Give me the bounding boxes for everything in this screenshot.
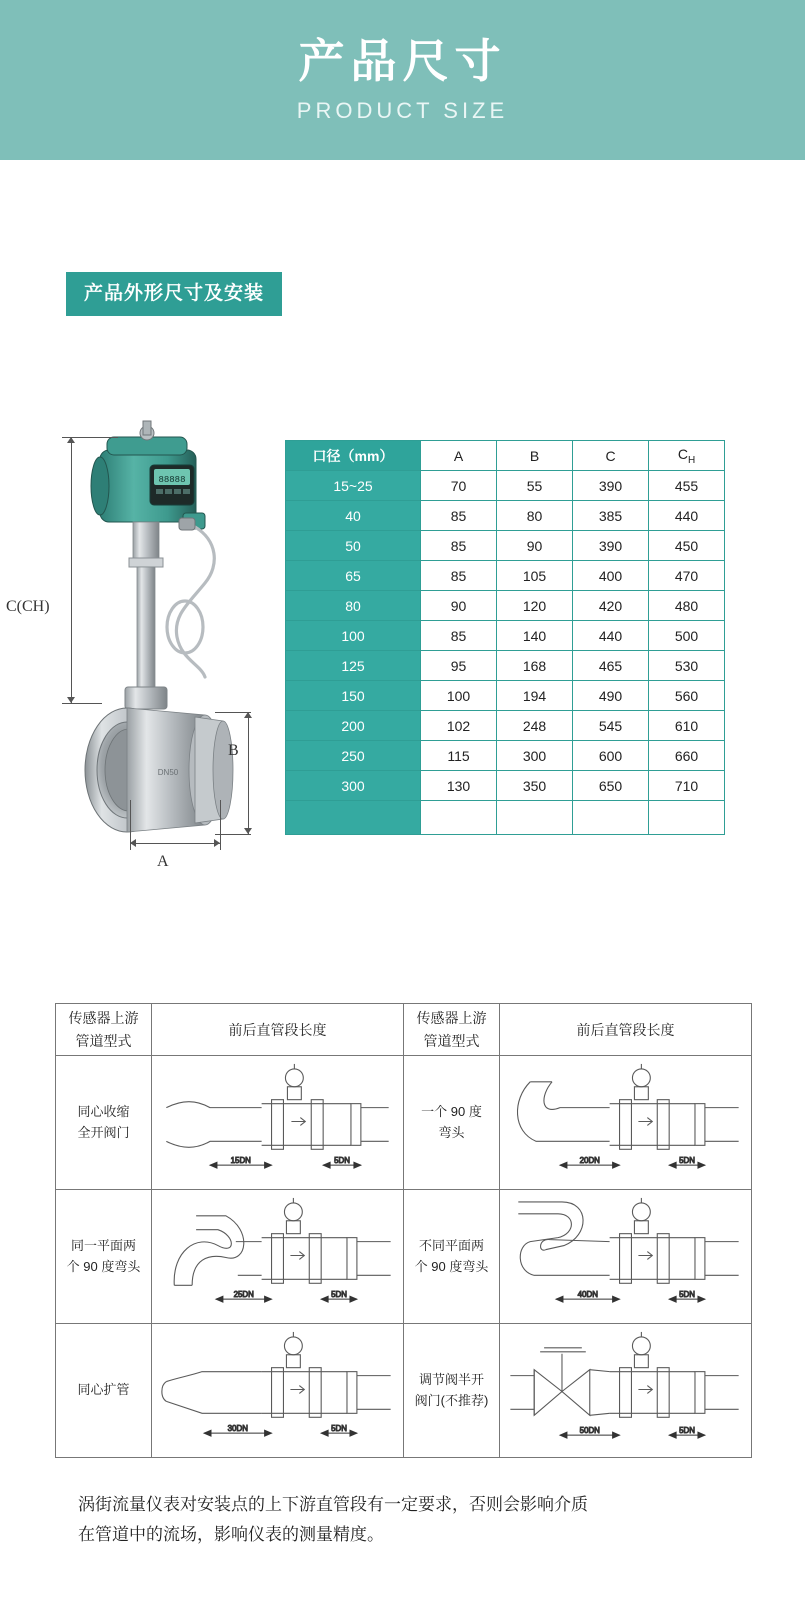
cell-b — [497, 801, 573, 835]
dim-tick-a-left — [130, 800, 131, 850]
install-row — [56, 1324, 752, 1458]
cell-b: 300 — [497, 741, 573, 771]
dim-text-downstream: 5DN — [331, 1424, 347, 1434]
label-line2: 全开阀门 — [77, 1124, 130, 1140]
install-header-left-line1: 传感器上游 — [68, 1010, 139, 1027]
cell-a: 95 — [421, 651, 497, 681]
cell-c: 465 — [573, 651, 649, 681]
cell-b: 350 — [497, 771, 573, 801]
install-label-half-open-valve — [404, 1324, 500, 1458]
label-line1: 同心收缩 — [77, 1103, 130, 1119]
table-row — [286, 771, 725, 801]
cell-b: 55 — [497, 471, 573, 501]
installation-note — [78, 1490, 738, 1550]
cell-ch: 450 — [649, 531, 725, 561]
cell-a: 85 — [421, 561, 497, 591]
table-row — [286, 621, 725, 651]
cell-a: 90 — [421, 591, 497, 621]
cell-a: 100 — [421, 681, 497, 711]
cell-ch — [649, 801, 725, 835]
dim-text-downstream: 5DN — [679, 1426, 695, 1436]
install-figure-different-plane-two-elbows — [500, 1190, 752, 1324]
install-row — [56, 1190, 752, 1324]
install-label-concentric-expander — [56, 1324, 152, 1458]
dim-label-c: C(CH) — [6, 598, 50, 615]
cell-ch: 480 — [649, 591, 725, 621]
cell-a: 115 — [421, 741, 497, 771]
dim-text-upstream: 15DN — [230, 1156, 251, 1166]
install-header-length-right: 前后直管段长度 — [500, 1004, 752, 1056]
install-label-same-plane-two-elbows — [56, 1190, 152, 1324]
page-banner — [0, 0, 805, 160]
install-header-type-left — [56, 1004, 152, 1056]
label-line1: 一个 90 度 — [421, 1103, 482, 1119]
cell-size: 50 — [286, 531, 421, 561]
install-figure-concentric-reducer — [152, 1056, 404, 1190]
cell-a — [421, 801, 497, 835]
cell-a: 70 — [421, 471, 497, 501]
page-title: 产品尺寸 — [298, 34, 507, 87]
cell-a: 85 — [421, 531, 497, 561]
col-header-ch: $C_H$ — [649, 441, 725, 471]
cell-size: 100 — [286, 621, 421, 651]
dim-label-a: A — [157, 853, 169, 870]
table-row — [286, 591, 725, 621]
cell-ch: 440 — [649, 501, 725, 531]
page-subtitle: PRODUCT SIZE — [296, 98, 509, 124]
dim-tick-c-bottom — [62, 703, 102, 704]
cell-c — [573, 801, 649, 835]
install-label-concentric-reducer — [56, 1056, 152, 1190]
dim-text-downstream: 5DN — [331, 1290, 347, 1300]
cell-ch: 560 — [649, 681, 725, 711]
table-row — [286, 471, 725, 501]
cell-b: 90 — [497, 531, 573, 561]
label-line1: 同心扩管 — [77, 1382, 130, 1398]
note-line-1: 涡街流量仪表对安装点的上下游直管段有一定要求，否则会影响介质 — [78, 1495, 588, 1514]
cell-c: 400 — [573, 561, 649, 591]
dim-text-downstream: 5DN — [334, 1156, 350, 1166]
cell-c: 385 — [573, 501, 649, 531]
cell-size — [286, 801, 421, 835]
cell-c: 545 — [573, 711, 649, 741]
col-header-a: A — [421, 441, 497, 471]
cell-c: 650 — [573, 771, 649, 801]
cell-c: 390 — [573, 531, 649, 561]
label-line2: 个 90 度弯头 — [66, 1258, 141, 1274]
cell-ch: 470 — [649, 561, 725, 591]
dim-line-a — [130, 843, 220, 844]
cell-c: 600 — [573, 741, 649, 771]
cell-c: 420 — [573, 591, 649, 621]
cell-a: 85 — [421, 501, 497, 531]
cell-b: 80 — [497, 501, 573, 531]
cell-b: 168 — [497, 651, 573, 681]
dim-line-c — [71, 437, 72, 703]
cell-size: 40 — [286, 501, 421, 531]
table-row — [286, 801, 725, 835]
install-header-length-left: 前后直管段长度 — [152, 1004, 404, 1056]
dim-tick-a-right — [220, 800, 221, 850]
cell-size: 80 — [286, 591, 421, 621]
cell-size: 125 — [286, 651, 421, 681]
cell-size: 65 — [286, 561, 421, 591]
cell-ch: 660 — [649, 741, 725, 771]
cell-b: 248 — [497, 711, 573, 741]
dim-line-b — [248, 712, 249, 834]
cell-size: 250 — [286, 741, 421, 771]
cell-b: 120 — [497, 591, 573, 621]
cell-ch: 455 — [649, 471, 725, 501]
cell-c: 390 — [573, 471, 649, 501]
label-line1: 同一平面两 — [70, 1237, 136, 1253]
cell-size: 200 — [286, 711, 421, 741]
dim-label-b: B — [228, 742, 239, 759]
cell-a: 85 — [421, 621, 497, 651]
table-row — [286, 561, 725, 591]
cell-ch: 530 — [649, 651, 725, 681]
dim-text-downstream: 5DN — [679, 1290, 695, 1300]
cell-size: 150 — [286, 681, 421, 711]
svg-text:88888: 88888 — [158, 475, 186, 485]
label-line2: 阀门(不推荐) — [414, 1392, 489, 1408]
figure-svg — [152, 1056, 403, 1189]
col-header-size: 口径（mm） — [286, 441, 421, 471]
table-row — [286, 501, 725, 531]
dim-text-upstream: 30DN — [227, 1424, 248, 1434]
install-label-one-elbow — [404, 1056, 500, 1190]
note-line-2: 在管道中的流场，影响仪表的测量精度。 — [78, 1524, 384, 1544]
install-header-right-line2: 管道型式 — [423, 1032, 480, 1049]
section-tag: 产品外形尺寸及安装 — [66, 272, 282, 316]
table-row — [286, 531, 725, 561]
cell-c: 490 — [573, 681, 649, 711]
meter-body-text: DN50 — [157, 768, 179, 777]
install-figure-same-plane-two-elbows — [152, 1190, 404, 1324]
table-row — [286, 741, 725, 771]
figure-svg — [500, 1190, 751, 1323]
cell-ch: 500 — [649, 621, 725, 651]
cell-ch: 610 — [649, 711, 725, 741]
table-row — [286, 711, 725, 741]
install-header-left-line2: 管道型式 — [75, 1032, 132, 1049]
installation-requirements — [55, 1003, 752, 1458]
install-header-type-right — [404, 1004, 500, 1056]
install-header-right-line1: 传感器上游 — [416, 1010, 487, 1027]
install-figure-concentric-expander — [152, 1324, 404, 1458]
dim-text-upstream: 40DN — [577, 1290, 598, 1300]
table-header-row — [286, 441, 725, 471]
figure-svg — [500, 1056, 751, 1189]
install-label-different-plane-two-elbows — [404, 1190, 500, 1324]
dim-text-upstream: 20DN — [579, 1156, 600, 1166]
label-line1: 调节阀半开 — [418, 1371, 484, 1387]
figure-svg — [152, 1324, 403, 1457]
figure-svg — [152, 1190, 403, 1323]
figure-svg — [500, 1324, 751, 1457]
cell-b: 194 — [497, 681, 573, 711]
install-header-row — [56, 1004, 752, 1056]
cell-c: 440 — [573, 621, 649, 651]
product-size-table — [285, 440, 725, 835]
table-row — [286, 681, 725, 711]
cell-a: 130 — [421, 771, 497, 801]
install-figure-one-elbow — [500, 1056, 752, 1190]
col-header-b: B — [497, 441, 573, 471]
dim-text-upstream: 25DN — [233, 1290, 254, 1300]
cell-size: 15~25 — [286, 471, 421, 501]
table-row — [286, 651, 725, 681]
dim-tick-b-top — [215, 712, 251, 713]
cell-b: 105 — [497, 561, 573, 591]
install-figure-half-open-valve — [500, 1324, 752, 1458]
cell-ch: 710 — [649, 771, 725, 801]
cell-a: 102 — [421, 711, 497, 741]
installation-table — [55, 1003, 752, 1458]
dim-tick-c-top — [62, 437, 118, 438]
label-line1: 不同平面两 — [418, 1237, 484, 1253]
dim-text-upstream: 50DN — [579, 1426, 600, 1436]
cell-b: 140 — [497, 621, 573, 651]
dim-text-downstream: 5DN — [679, 1156, 695, 1166]
label-line2: 个 90 度弯头 — [414, 1258, 489, 1274]
label-line2: 弯头 — [438, 1124, 465, 1140]
col-header-c: C — [573, 441, 649, 471]
cell-size: 300 — [286, 771, 421, 801]
install-row — [56, 1056, 752, 1190]
